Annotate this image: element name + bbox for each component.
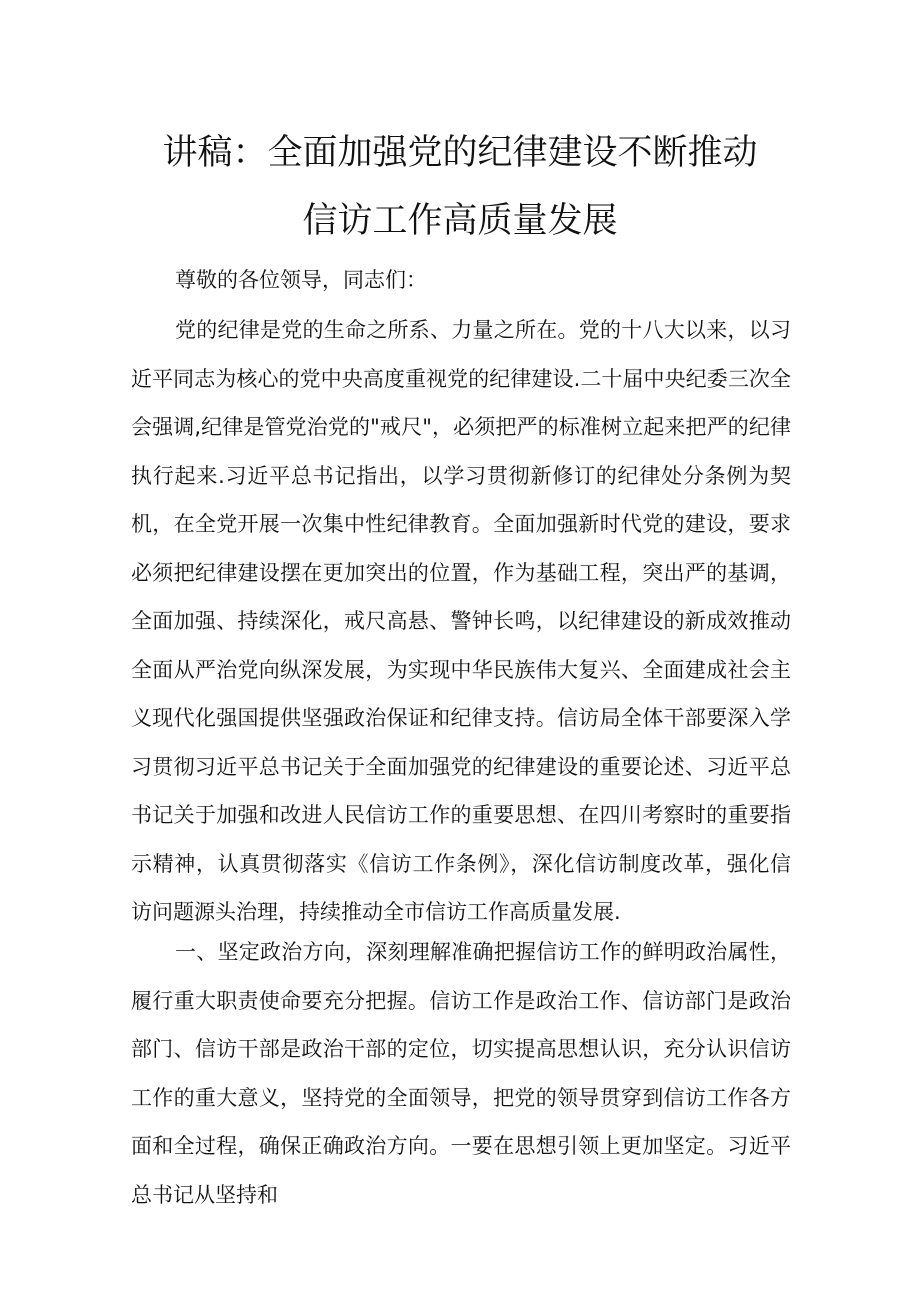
greeting: 尊敬的各位领导，同志们：: [175, 268, 427, 292]
document-title-line-1: 讲稿：全面加强党的纪律建设不断推动: [162, 133, 758, 173]
document-title-line-2: 信访工作高质量发展: [302, 201, 618, 241]
body-paragraph-1: 党的纪律是党的生命之所系、力量之所在。党的十八大以来，以习近平同志为核心的党中央高度重视党的纪律建设.二十届中央纪委三次全会强调,纪律是管党治党的"戒尺"，必须把严的标准树立起来把严的纪律执行起来.习近平总书记指出，以学习贯彻新修订的纪律处分条例为契机，在全党开展一次集中性纪律教育。全面加强新时代党的建设，要求必须把纪律建设摆在更加突出的位置，作为基础工程，突出严的基调，全面加强、持续深化，戒尺高悬、警钟长鸣，以纪律建设的新成效推动全面从严治党向纵深发展，为实现中华民族伟大复兴、全面建成社会主义现代化强国提供坚强政治保证和纪律支持。信访局全体干部要深入学习贯彻习近平总书记关于全面加强党的纪律建设的重要论述、习近平总书记关于加强和改进人民信访工作的重要思想、在四川考察时的重要指示精神，认真贯彻落实《信访工作条例》，深化信访制度改革，强化信访问题源头治理，持续推动全市信访工作高质量发展.: [131, 318, 791, 924]
body-paragraph-2: 一、坚定政治方向，深刻理解准确把握信访工作的鲜明政治属性，履行重大职责使命要充分把握。信访工作是政治工作、信访部门是政治部门、信访干部是政治干部的定位，切实提高思想认识，充分认识信访工作的重大意义，坚持党的全面领导，把党的领导贯穿到信访工作各方面和全过程，确保正确政治方向。一要在思想引领上更加坚定。习近平总书记从坚持和: [131, 940, 791, 1207]
